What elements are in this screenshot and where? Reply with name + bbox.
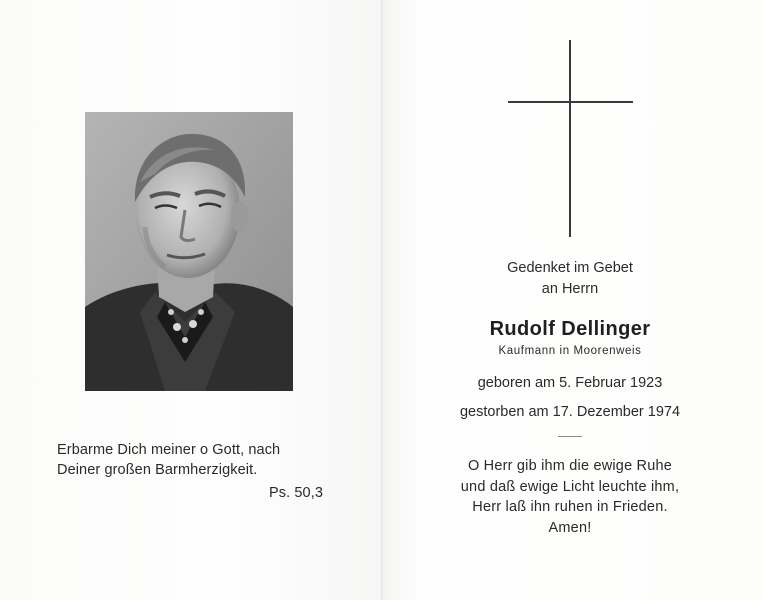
- deceased-name: Rudolf Dellinger: [489, 318, 651, 340]
- prayer-line-3: Herr laß ihn ruhen in Frieden.: [472, 499, 668, 515]
- prayer-line-4: Amen!: [548, 519, 592, 536]
- psalm-reference: Ps. 50,3: [269, 485, 323, 501]
- prayer-text: [420, 456, 720, 538]
- psalm-line-1: Erbarme Dich meiner o Gott, nach: [57, 442, 281, 458]
- cross-bar: [508, 101, 633, 103]
- prayer-line-1: O Herr gib ihm die ewige Ruhe: [467, 458, 673, 474]
- psalm-line-2: Deiner großen Barmherzigkeit.: [57, 462, 258, 478]
- death-date: gestorben am 17. Dezember 1974: [459, 404, 681, 420]
- psalm-quote: [57, 440, 337, 501]
- intro-line-2: an Herrn: [541, 281, 599, 297]
- divider: [558, 436, 582, 437]
- memorial-intro: [420, 258, 720, 300]
- intro-line-1: Gedenket im Gebet: [507, 260, 633, 276]
- cross-icon: [569, 40, 571, 237]
- portrait-photo: [85, 112, 293, 391]
- prayer-line-2: und daß ewige Licht leuchte ihm,: [460, 478, 680, 495]
- card-fold: [381, 0, 383, 600]
- deceased-occupation: Kaufmann in Moorenweis: [498, 345, 642, 357]
- birth-date: geboren am 5. Februar 1923: [477, 375, 663, 391]
